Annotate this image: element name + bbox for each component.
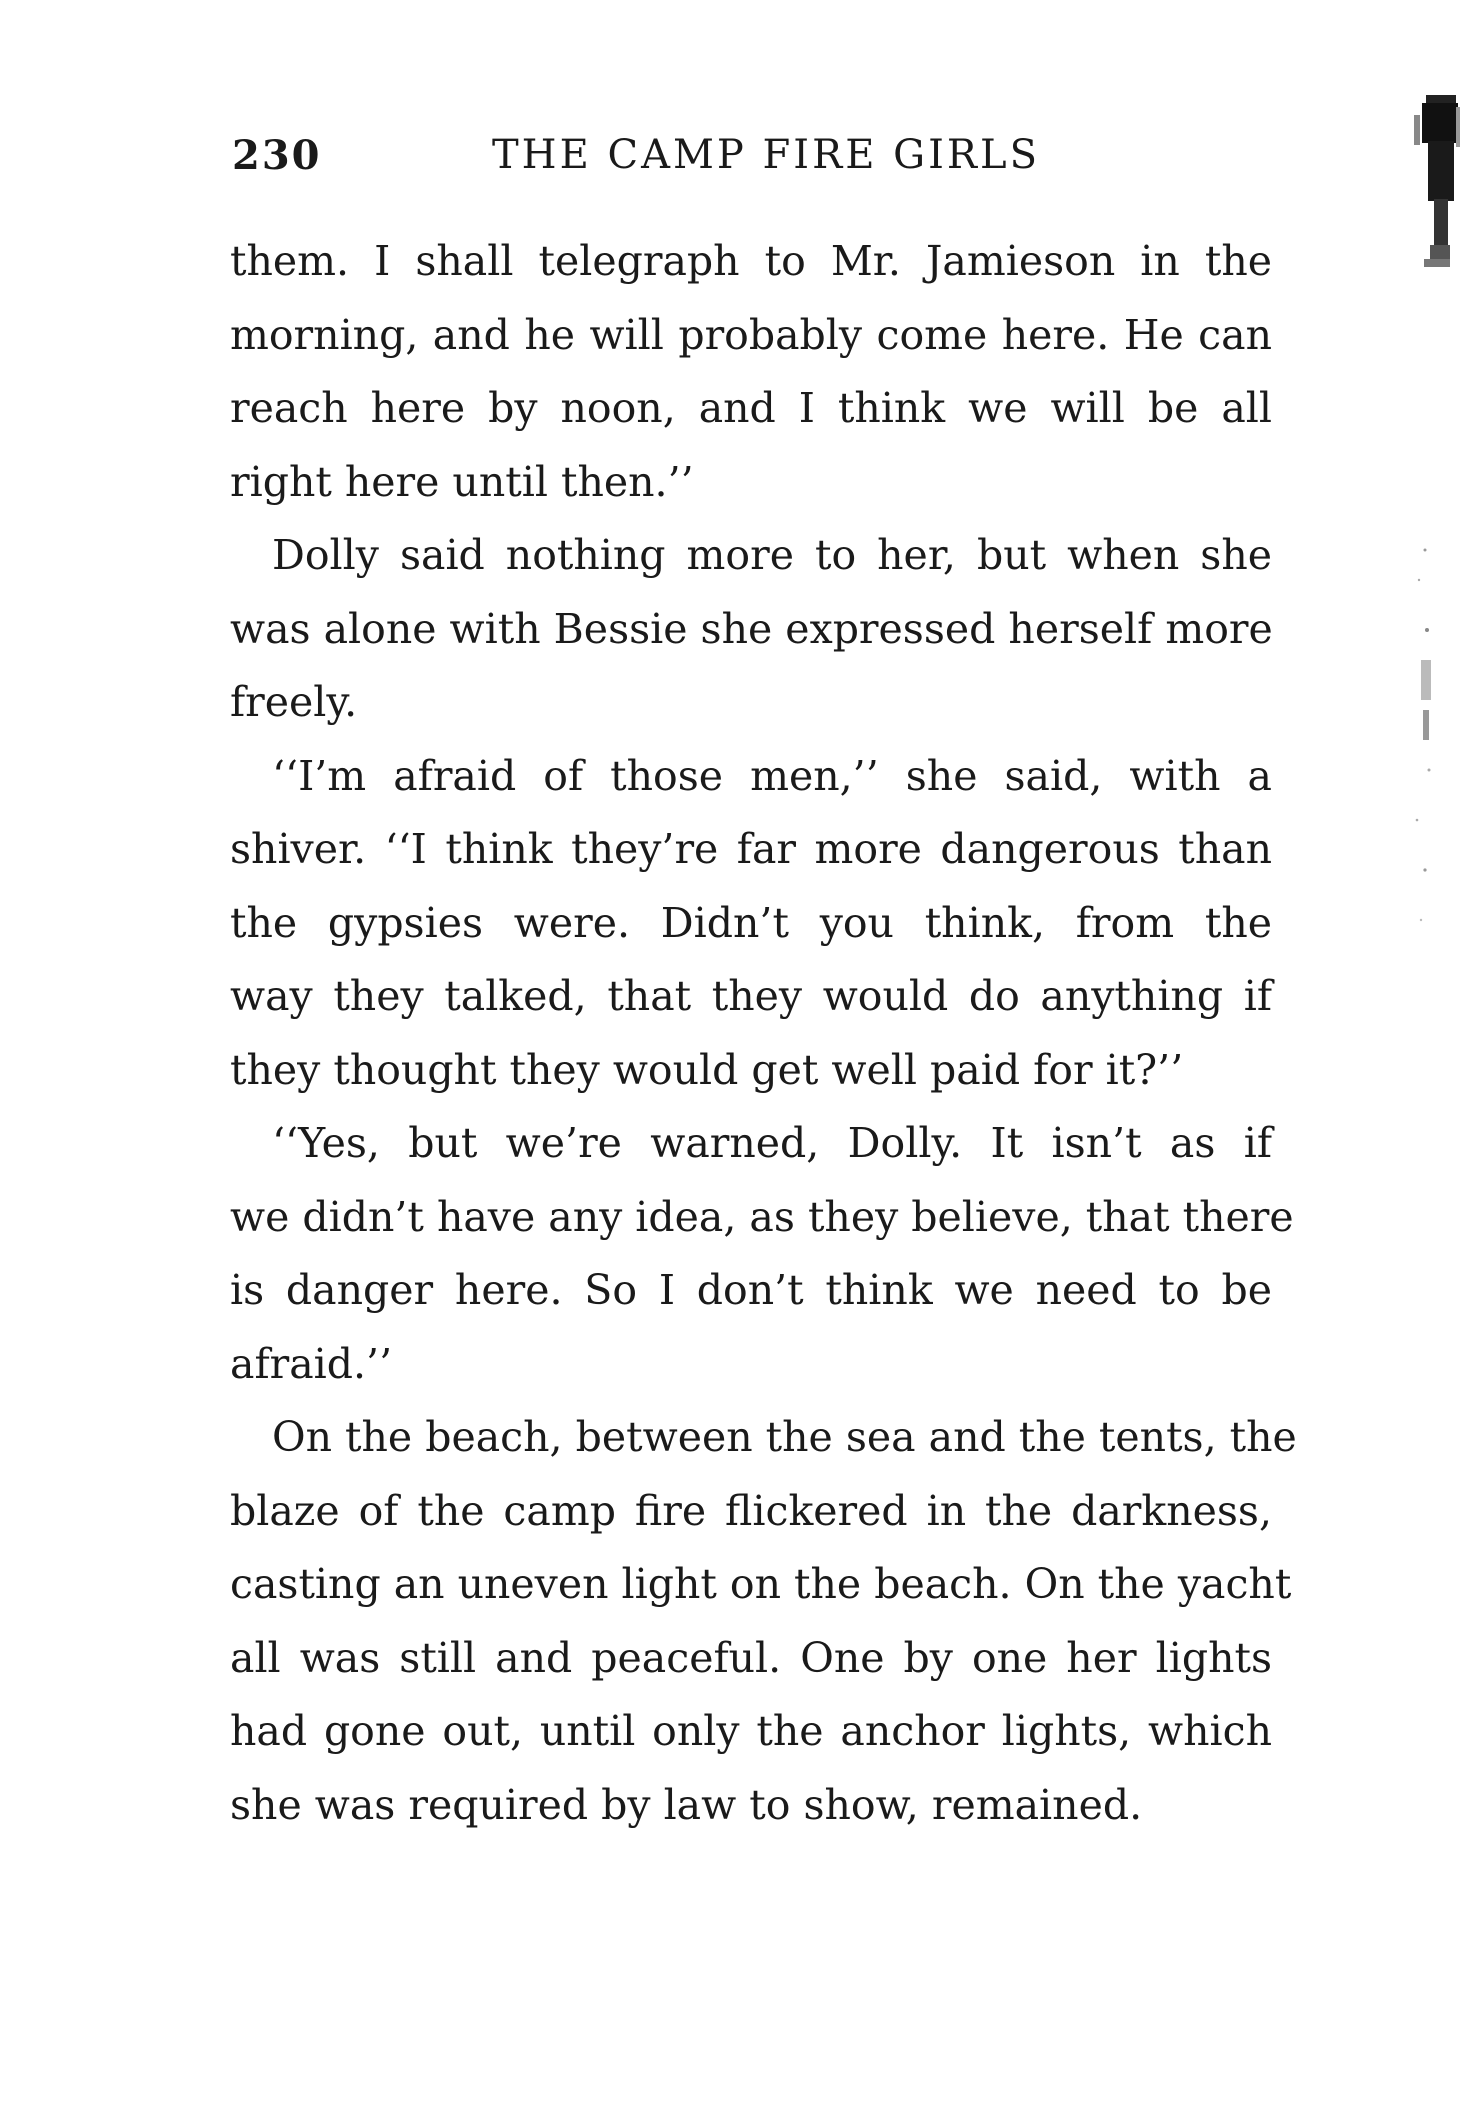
text-line: was alone with Bessie she expressed herself more (230, 604, 1273, 653)
page-number: 230 (232, 132, 322, 179)
text-line: On the beach, between the sea and the tents, the (272, 1413, 1297, 1461)
text-line: right here until then.’’ (230, 457, 694, 506)
text-line: blaze of the camp fire flickered in the darkness, (230, 1486, 1272, 1535)
text-line: we didn’t have any idea, as they believe, that there (230, 1192, 1294, 1241)
text-line: shiver. ‘‘I think they’re far more dangerous than (230, 825, 1272, 873)
text-line: is danger here. So I don’t think we need to be (230, 1266, 1272, 1314)
text-line: she was required by law to show, remained. (230, 1780, 1143, 1829)
running-head (232, 132, 1272, 192)
text-line: them. I shall telegraph to Mr. Jamieson in the (230, 237, 1272, 285)
text-line: ‘‘I’m afraid of those men,’’ she said, with a (272, 751, 1272, 800)
body-text (230, 225, 1297, 1842)
text-line: way they talked, that they would do anything if (230, 972, 1272, 1020)
text-line: had gone out, until only the anchor lights, which (230, 1707, 1272, 1755)
text-line: the gypsies were. Didn’t you think, from the (230, 898, 1272, 947)
book-title: THE CAMP FIRE GIRLS (492, 132, 1040, 178)
text-line: freely. (230, 678, 358, 726)
scan-bleed-mark (1404, 95, 1462, 285)
text-line: ‘‘Yes, but we’re warned, Dolly. It isn’t as if (272, 1119, 1272, 1167)
scan-speckle (1405, 540, 1445, 960)
text-line: morning, and he will probably come here. He can (230, 310, 1272, 359)
text-line: reach here by noon, and I think we will be all (230, 384, 1272, 432)
text-line: afraid.’’ (230, 1339, 393, 1388)
text-line: casting an uneven light on the beach. On the yacht (230, 1560, 1292, 1608)
text-line: all was still and peaceful. One by one her lights (230, 1633, 1272, 1682)
text-line: they thought they would get well paid for it?’’ (230, 1045, 1184, 1094)
text-line: Dolly said nothing more to her, but when she (272, 531, 1272, 579)
